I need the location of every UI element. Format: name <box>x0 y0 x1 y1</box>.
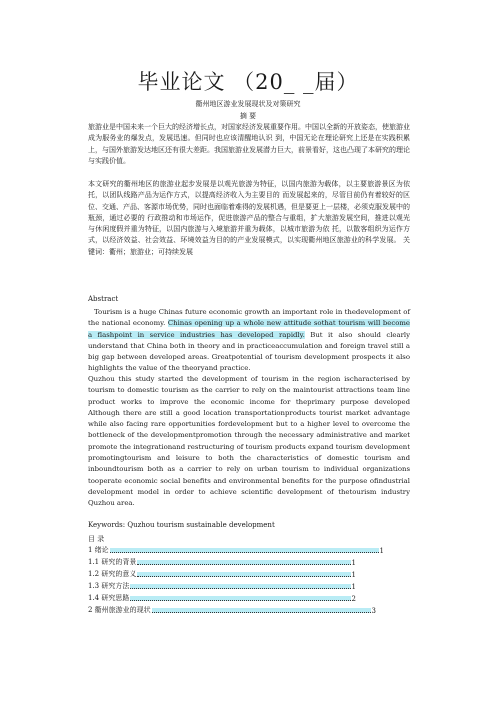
thesis-title: 毕业论文 （20_ _届） <box>137 70 359 94</box>
english-sentence: But it also should clearly understand that China both in theory and in practiceaccumulation and foreign travel still a big gap between developed areas. <box>88 330 410 362</box>
toc-entry[interactable] <box>88 593 356 603</box>
english-abstract-heading: Abstract <box>88 295 119 303</box>
chinese-abstract-paragraph-2: 本文研究的衢州地区的旅游业起步发展是以观光旅游为特征，以国内旅游为载体，以主要旅游景区为依托，以团队线路产品为运作方式，以提高经济收入为主要目的 而发展起来的，尽管目前仍有着较好的区位、交通、产品、客源市场优势，同时也面临着难得的发展机遇，但是要更上一层楼，必须克服发展中的瓶颈，通过必要的 行政推动和市场运作，促进旅游产品的整合与重组，扩大旅游发展空间，推进以观光与休闲度假并重为特征，以国内旅游与入境旅游并重为载体，以城市旅游为依 托，以散客组织为运作方式，以经济效益、社会效益、环境效益为目的的产业发展模式，以实现衢州地区旅游业的科学发展。 关键词：衢州；旅游业；可持续发展 <box>88 180 410 256</box>
toc-entry-page: 1 <box>351 559 356 567</box>
toc-entry-page: 3 <box>371 607 376 615</box>
toc-entry-label: 2 衢州旅游业的现状 <box>88 606 151 614</box>
toc-entry[interactable] <box>88 557 356 567</box>
english-sentence: Tourism is a huge Chinas future economic growth an important role in thedevelopment of the national economy. <box>88 308 410 328</box>
toc-entry-label: 1 绪论 <box>88 546 109 554</box>
toc-leader-dots <box>110 548 379 553</box>
toc-entry[interactable] <box>88 545 384 555</box>
toc-leader-dots <box>130 584 350 589</box>
toc-leader-dots <box>130 596 350 601</box>
thesis-subtitle: 衢州地区游业发展现状及对策研究 <box>195 100 301 108</box>
toc-entry[interactable] <box>88 605 376 615</box>
english-sentence: Greatpotential of tourism development prospects it also highlights the value of the theoryand practice. <box>88 353 410 373</box>
toc-entry[interactable] <box>88 569 356 579</box>
toc-entry-page: 1 <box>351 571 356 579</box>
toc-entry-label: 1.1 研究的背景 <box>88 558 137 566</box>
english-abstract-paragraph-2: Quzhou this study started the development of tourism in the region ischaracterised by tourism to domestic tourism as the carrier to rely on the maintourist attractions team line product works to improve the economic income for theprimary purpose developed Although there are still a good location transportationproducts tourist market advantage while also facing rare opportunities fordevelopment but to a higher level to overcome the bottleneck of the developmentpromotion through the necessary administrative and market promote the integrationand restructuring of tourism products expand tourism development promotingtourism and leisure to both the characteristics of domestic tourism and inboundtourism both as a carrier to rely on urban tourism to individual organizations tooperate economic social benefits and environmental benefits for the purpose ofindustrial development model in order to achieve scientific development of thetourism industry Quzhou area. <box>88 375 410 508</box>
toc-heading: 目 录 <box>88 535 105 543</box>
toc-entry-page: 2 <box>351 595 356 603</box>
toc-entry-page: 1 <box>379 547 384 555</box>
toc-leader-dots <box>137 572 350 577</box>
abstract-heading: 摘 要 <box>239 112 257 120</box>
toc-leader-dots <box>137 560 350 565</box>
toc-leader-dots <box>152 608 371 613</box>
toc-entry-label: 1.3 研究方法 <box>88 582 130 590</box>
english-abstract-paragraph-1 <box>88 307 410 375</box>
toc-entry-page: 1 <box>351 583 356 591</box>
toc-entry-label: 1.4 研究思路 <box>88 594 130 602</box>
chinese-abstract-paragraph-1: 旅游业是中国未来一个巨大的经济增长点，对国家经济发展重要作用。中国以全新的开放姿态，使旅游业成为服务业的爆发点，发展迅速。但同时也应该清醒地认识 到，中国无论在理论研究上还是在实践积累上，与国外旅游发达地区还有很大差距。我国旅游业发展潜力巨大，前景看好，这也凸现了本研究的理论与实践价值。 <box>88 123 410 165</box>
toc-entry-label: 1.2 研究的意义 <box>88 570 137 578</box>
english-sentence-highlighted: Chinas opening up a whole new attitude sothat tourism will become a flashpoint in service industries has developed rapidly. <box>88 319 410 339</box>
toc-entry[interactable] <box>88 581 356 591</box>
english-keywords: Keywords: Quzhou tourism sustainable development <box>88 521 275 529</box>
